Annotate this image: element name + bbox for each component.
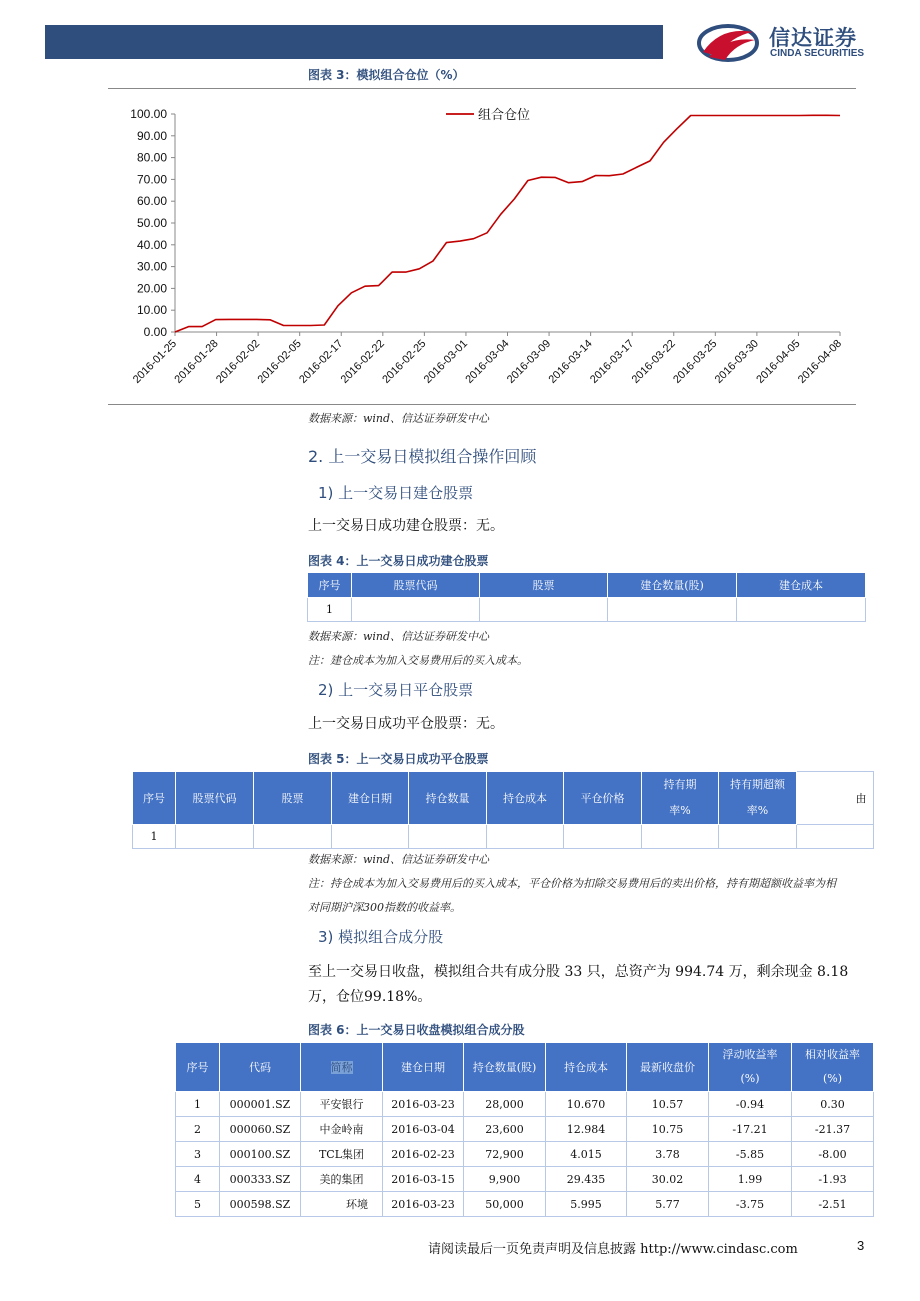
- figure4-title: 图表 4：上一交易日成功建仓股票: [308, 554, 489, 568]
- x-tick-label: 2016-02-17: [297, 337, 346, 386]
- table-cell: -2.51: [792, 1192, 874, 1217]
- figure3-source: 数据来源：wind、信达证券研发中心: [308, 412, 490, 425]
- table-cell: 9,900: [464, 1167, 546, 1192]
- x-tick-label: 2016-03-25: [671, 337, 720, 386]
- table-cell: 美的集团: [301, 1167, 383, 1192]
- figure5-table: [132, 771, 874, 849]
- y-tick-label: 60.00: [136, 194, 167, 209]
- table-cell: [737, 598, 866, 622]
- figure5-header-line: 持有期超额: [730, 778, 785, 791]
- table-cell: 5: [176, 1192, 220, 1217]
- table-cell: 平安银行: [301, 1092, 383, 1117]
- figure4-header-row: [308, 573, 866, 598]
- x-tick-label: 2016-02-25: [380, 337, 429, 386]
- table-cell: 000598.SZ: [220, 1192, 301, 1217]
- figure5-col-header: 持仓数量: [409, 772, 487, 825]
- figure5-col-header: 股票代码: [176, 772, 254, 825]
- figure5-col-header: 序号: [133, 772, 176, 825]
- sub3-body-line1: 至上一交易日收盘，模拟组合共有成分股 33 只，总资产为 994.74 万，剩余现金 8.18: [308, 964, 849, 980]
- figure6-table: [175, 1042, 874, 1217]
- page-number: 3: [857, 1238, 865, 1253]
- figure3-title: 图表 3：模拟组合仓位（%）: [308, 68, 465, 82]
- table-cell: 3: [176, 1142, 220, 1167]
- table-cell: 4: [176, 1167, 220, 1192]
- table-cell: 10.57: [627, 1092, 709, 1117]
- sub3-body-line2: 万，仓位99.18%。: [308, 989, 432, 1005]
- x-tick-label: 2016-03-01: [421, 337, 471, 386]
- figure5-header-row: [133, 772, 874, 825]
- table-cell: [719, 825, 797, 849]
- table-cell: -21.37: [792, 1117, 874, 1142]
- figure5-col-header: 平仓价格: [564, 772, 642, 825]
- table-cell: 000333.SZ: [220, 1167, 301, 1192]
- figure6-col-header: 序号: [176, 1043, 220, 1092]
- figure5-cut-off-header-text: 由: [855, 792, 867, 805]
- table-cell: 2016-02-23: [383, 1142, 464, 1167]
- figure3-top-rule: [108, 88, 856, 89]
- sub2-body: 上一交易日成功平仓股票：无。: [308, 716, 504, 732]
- figure5-col-header: 股票: [254, 772, 332, 825]
- table-cell: [480, 598, 608, 622]
- table-cell: 0.30: [792, 1092, 874, 1117]
- figure5-note-line2: 对同期沪深300指数的收益率。: [308, 901, 461, 914]
- table-cell: TCL集团: [301, 1142, 383, 1167]
- sub3-heading: 3) 模拟组合成分股: [318, 928, 444, 946]
- table-cell: 50,000: [464, 1192, 546, 1217]
- table-row: [176, 1192, 874, 1217]
- y-tick-label: 70.00: [136, 172, 167, 187]
- sub1-body: 上一交易日成功建仓股票：无。: [308, 518, 504, 534]
- table-cell: [176, 825, 254, 849]
- table-cell: -3.75: [709, 1192, 792, 1217]
- figure4-source: 数据来源：wind、信达证券研发中心: [308, 630, 490, 643]
- table-cell: 3.78: [627, 1142, 709, 1167]
- table-cell: -17.21: [709, 1117, 792, 1142]
- cinda-logo-mark: [697, 22, 759, 64]
- figure5-cut-off-header: [797, 772, 874, 825]
- table-cell: 72,900: [464, 1142, 546, 1167]
- position-line-chart: [108, 92, 856, 404]
- table-cell: 环境: [301, 1192, 383, 1217]
- table-cell: 5.77: [627, 1192, 709, 1217]
- table-row: [176, 1092, 874, 1117]
- table-cell: -0.94: [709, 1092, 792, 1117]
- figure6-header-line: (%): [740, 1072, 760, 1085]
- x-tick-label: 2016-02-02: [213, 337, 263, 386]
- table-cell: 4.015: [546, 1142, 627, 1167]
- figure5-col-header: [719, 772, 797, 825]
- figure4-col-header: 股票代码: [352, 573, 480, 598]
- table-cell: 1: [176, 1092, 220, 1117]
- figure6-header-row: [176, 1043, 874, 1092]
- figure6-col-header: [709, 1043, 792, 1092]
- figure6-col-header: 代码: [220, 1043, 301, 1092]
- x-tick-label: 2016-03-14: [546, 337, 595, 386]
- figure5-col-header: [642, 772, 719, 825]
- figure4-note: 注：建仓成本为加入交易费用后的买入成本。: [308, 654, 528, 667]
- y-tick-label: 10.00: [136, 303, 167, 318]
- table-cell: [409, 825, 487, 849]
- figure6-header-line: (%): [822, 1072, 843, 1085]
- figure5-source: 数据来源：wind、信达证券研发中心: [308, 853, 490, 866]
- figure5-header-line: 持有期: [663, 778, 697, 791]
- figure5-title: 图表 5：上一交易日成功平仓股票: [308, 752, 489, 766]
- x-tick-label: 2016-01-25: [130, 337, 180, 386]
- table-cell: [564, 825, 642, 849]
- table-cell: 中金岭南: [301, 1117, 383, 1142]
- table-cell: 2016-03-04: [383, 1117, 464, 1142]
- y-tick-label: 30.00: [136, 259, 167, 274]
- table-cell: 29.435: [546, 1167, 627, 1192]
- table-cell: 2016-03-15: [383, 1167, 464, 1192]
- table-cell: 000060.SZ: [220, 1117, 301, 1142]
- series-line-组合仓位: [175, 115, 840, 332]
- figure6-col-header: [792, 1043, 874, 1092]
- y-tick-label: 90.00: [136, 128, 167, 143]
- figure5-col-header: 建仓日期: [332, 772, 409, 825]
- table-cell: -5.85: [709, 1142, 792, 1167]
- table-row: [176, 1167, 874, 1192]
- x-tick-label: 2016-01-28: [172, 337, 221, 386]
- y-tick-label: 80.00: [136, 150, 167, 165]
- table-cell: -8.00: [792, 1142, 874, 1167]
- table-cell: [642, 825, 719, 849]
- header-bar: [45, 25, 663, 59]
- figure6-col-header: 最新收盘价: [627, 1043, 709, 1092]
- figure5-header-line: 率%: [746, 804, 769, 817]
- table-cell: 2: [176, 1117, 220, 1142]
- figure6-col-header: [301, 1043, 383, 1092]
- figure5-col-header: 持仓成本: [487, 772, 564, 825]
- table-cell: 000100.SZ: [220, 1142, 301, 1167]
- table-cell: 2016-03-23: [383, 1192, 464, 1217]
- footer-disclaimer: 请阅读最后一页免责声明及信息披露 http://www.cindasc.com: [428, 1242, 798, 1257]
- x-tick-label: 2016-03-17: [588, 337, 637, 386]
- x-tick-label: 2016-03-04: [463, 337, 512, 386]
- figure6-header-line: 相对收益率: [805, 1048, 860, 1061]
- table-row: [308, 598, 866, 622]
- table-cell: [608, 598, 737, 622]
- table-cell: 28,000: [464, 1092, 546, 1117]
- y-tick-label: 40.00: [136, 237, 167, 252]
- cinda-logo: [697, 22, 877, 64]
- table-cell: 1.99: [709, 1167, 792, 1192]
- table-cell: 5.995: [546, 1192, 627, 1217]
- y-tick-label: 0.00: [143, 325, 167, 339]
- table-row: [133, 825, 874, 849]
- figure6-col-header: 持仓成本: [546, 1043, 627, 1092]
- table-cell: 30.02: [627, 1167, 709, 1192]
- figure6-title: 图表 6：上一交易日收盘模拟组合成分股: [308, 1023, 525, 1037]
- table-row: [176, 1142, 874, 1167]
- figure6-col-header: 建仓日期: [383, 1043, 464, 1092]
- section2-heading: 2. 上一交易日模拟组合操作回顾: [308, 447, 537, 466]
- y-tick-label: 50.00: [136, 216, 167, 230]
- table-cell: [332, 825, 409, 849]
- table-cell: 10.75: [627, 1117, 709, 1142]
- table-cell: 12.984: [546, 1117, 627, 1142]
- legend-label: 组合仓位: [478, 108, 531, 123]
- x-tick-label: 2016-02-05: [255, 337, 304, 386]
- table-cell: 23,600: [464, 1117, 546, 1142]
- figure4-col-header: 建仓数量(股): [608, 573, 737, 598]
- figure6-header-line: 浮动收益率: [722, 1048, 778, 1061]
- table-cell: 1: [133, 825, 176, 849]
- y-tick-label: 100.00: [130, 107, 167, 121]
- table-cell: [487, 825, 564, 849]
- sub1-heading: 1) 上一交易日建仓股票: [318, 484, 474, 502]
- figure3-bottom-rule: [108, 404, 856, 405]
- sub2-heading: 2) 上一交易日平仓股票: [318, 681, 474, 699]
- x-tick-label: 2016-04-08: [795, 337, 845, 386]
- figure5-header-line: 率%: [669, 804, 691, 817]
- table-cell: 2016-03-23: [383, 1092, 464, 1117]
- figure4-table: [307, 572, 866, 622]
- table-cell: 1: [308, 598, 352, 622]
- x-tick-label: 2016-04-05: [754, 337, 803, 386]
- x-tick-label: 2016-02-22: [338, 337, 387, 386]
- logo-english-name: CINDA SECURITIES: [770, 48, 865, 59]
- logo-chinese-name: 信达证券: [769, 26, 857, 50]
- table-row: [176, 1117, 874, 1142]
- table-cell: 10.670: [546, 1092, 627, 1117]
- x-tick-label: 2016-03-30: [712, 337, 761, 386]
- figure6-highlighted-header: 简称: [330, 1061, 353, 1074]
- figure4-col-header: 股票: [480, 573, 608, 598]
- table-cell: 000001.SZ: [220, 1092, 301, 1117]
- table-cell: [254, 825, 332, 849]
- figure5-note-line1: 注：持仓成本为加入交易费用后的买入成本，平仓价格为扣除交易费用后的卖出价格，持有期超额收益率为相: [308, 877, 836, 890]
- figure4-col-header: 序号: [308, 573, 352, 598]
- y-tick-label: 20.00: [136, 281, 167, 296]
- table-cell: -1.93: [792, 1167, 874, 1192]
- figure6-col-header: 持仓数量(股): [464, 1043, 546, 1092]
- table-cell: [797, 825, 874, 849]
- x-tick-label: 2016-03-09: [504, 337, 554, 386]
- table-cell: [352, 598, 480, 622]
- x-tick-label: 2016-03-22: [629, 337, 678, 386]
- figure4-col-header: 建仓成本: [737, 573, 866, 598]
